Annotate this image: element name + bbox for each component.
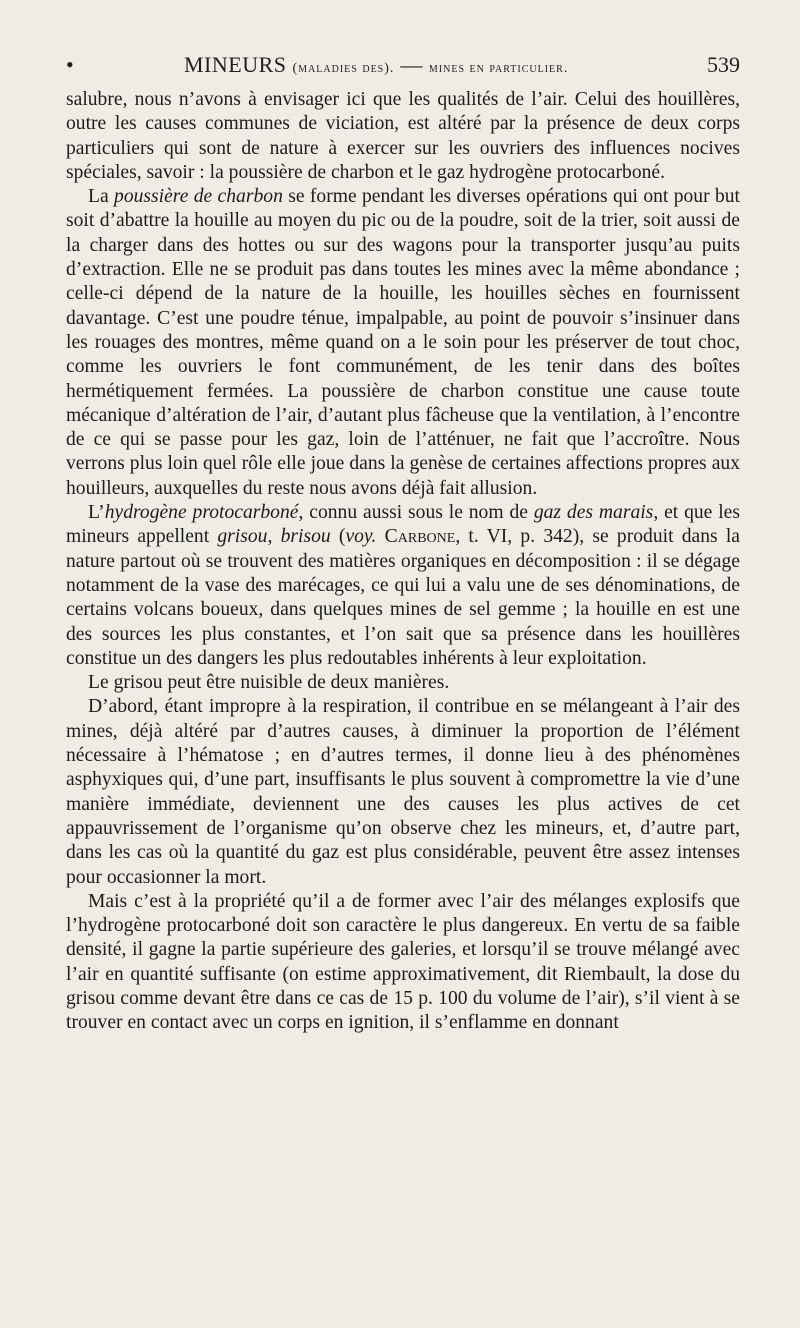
p3-mid2: , et que les mineurs appellent [66,502,740,548]
p2-lead: La [88,186,115,208]
p3-crossref: Carbone [376,526,456,548]
paragraph-2 [66,185,740,501]
header-title [184,52,568,78]
paragraph-3 [66,501,740,671]
paragraph-6: Mais c’est à la propriété qu’il a de former avec l’air des mélanges explosifs que l’hydrogène protocarboné doit son caractère le plus dangereux. En vertu de sa faible densité, il gagne la partie supérieure des galeries, et lorsqu’il se trouve mélangé avec l’air en quantité suffisante (on estime approximativement, dit Riembault, la dose du grisou comme devant être dans ce cas de 15 p. 100 du volume de l’air), s’il vient à se trouver en contact avec un corps en ignition, il s’enflamme en donnant [66,890,740,1034]
p2-body: se forme pendant les diverses opérations qui ont pour but soit d’abattre la houille au moyen du pic ou de la poudre, soit de la trier, soit aussi de la charger dans des hottes ou sur des wagons pour la transporter jusqu’au puits d’extraction. Elle ne se produit pas dans toutes les mines avec la même abondance ; celle-ci dépend de la nature de la houille, les houilles sèches en fournissent davantage. C’est une poudre ténue, impalpable, au point de pouvoir s’insinuer dans les rouages des montres, même quand on a le soin pour les préserver de tout choc, comme les ouvriers le font communément, de les tenir dans des boîtes hermétiquement fermées. La poussière de charbon constitue une cause toute mécanique d’altération de l’air, d’autant plus fâcheuse que la ventilation, à l’encontre de ce qui se passe pour les gaz, loin de l’atténuer, ne fait que l’accroître. Nous verrons plus loin quel rôle elle joue dans la genèse de certaines affections propres aux houilleurs, auxquelles du reste nous avons déjà fait allusion. [66,186,740,499]
p3-em2: gaz des marais [533,502,654,524]
p3-em5: voy. [345,526,377,548]
body-text [66,88,740,1036]
header-title-sep: — [400,52,423,77]
running-header [64,50,740,82]
header-title-main: MINEURS [184,52,287,77]
p3-em3: grisou [217,526,268,548]
header-title-paren: (maladies des). [292,61,395,76]
p3-mid4: ( [330,526,346,548]
paragraph-1: salubre, nous n’avons à envisager ici que les qualités de l’air. Celui des houillères, outre les causes communes de viciation, est altéré par la présence de deux corps particuliers qui sont de nature à exercer sur les ouvriers des influences nocives spéciales, savoir : la poussière de charbon et le gaz hydrogène protocarboné. [66,89,740,183]
p3-term: hydrogène protocarboné [104,502,299,524]
p3-mid1: , connu aussi sous le nom de [298,502,534,524]
paragraph-4: Le grisou peut être nuisible de deux manières. [88,672,450,694]
p3-mid3: , [267,526,281,548]
p3-lead: L’ [88,502,105,524]
p3-body: , t. VI, p. 342), se produit dans la nature partout où se trouvent des matières organiques en décomposition : il se dégage notamment de la vase des marécages, ce qui lui a valu une de ses dénominations, de certains volcans boueux, dans quelques mines de sel gemme ; la houille en est une des sources les plus constantes, et l’on sait que sa présence dans les houillères constitue un des dangers les plus redoutables inhérents à leur exploitation. [66,526,741,669]
p3-em4: brisou [280,526,331,548]
page-number: 539 [707,52,740,77]
paragraph-5: D’abord, étant impropre à la respiration, il contribue en se mélangeant à l’air des mines, déjà altéré par d’autres causes, à diminuer la proportion de l’élément nécessaire à l’hématose ; en d’autres termes, il donne lieu à des phénomènes asphyxiques qui, d’une part, insuffisants le plus souvent à compromettre la vie d’une manière immédiate, deviennent une des causes les plus actives de cet appauvrissement de l’organisme qu’on observe chez les mineurs, et, d’autre part, dans les cas où la quantité du gaz est plus considérable, peuvent être assez intenses pour occasionner la mort. [66,696,740,888]
p2-term: poussière de charbon [114,186,283,208]
header-marker: • [66,52,74,77]
header-title-sub: mines en particulier. [428,61,569,76]
